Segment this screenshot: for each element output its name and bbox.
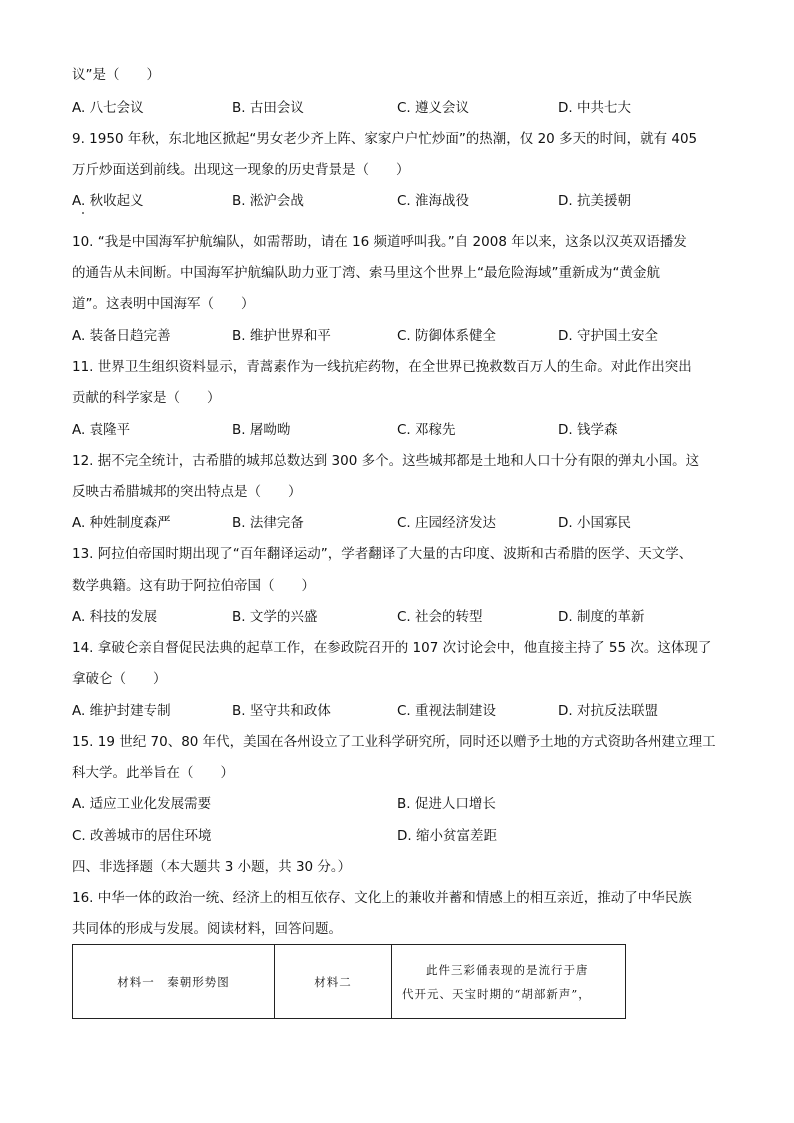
- q13-stem-line2: 数学典籍。这有助于阿拉伯帝国（ ）: [72, 578, 315, 594]
- q14-options: [72, 702, 712, 720]
- q11-stem-line1: 11. 世界卫生组织资料显示，青蒿素作为一线抗疟药物，在全世界已挽救数百万人的生命。对此作出突出: [72, 359, 692, 375]
- q12-stem-line1: 12. 据不完全统计，古希腊的城邦总数达到 300 多个。这些城邦都是土地和人口十分有限的弹丸小国。这: [72, 453, 700, 469]
- q10-option-c[interactable]: C. 防御体系健全: [397, 328, 497, 344]
- stray-dot: [82, 212, 84, 214]
- q8-options: [72, 99, 712, 117]
- q10-stem-line1: 10. “我是中国海军护航编队，如需帮助，请在 16 频道呼叫我。”自 2008 年以来，这条以汉英双语播发: [72, 234, 687, 250]
- q13-option-a[interactable]: A. 科技的发展: [72, 609, 158, 625]
- section-heading: 四、非选择题（本大题共 3 小题，共 30 分。）: [72, 859, 352, 875]
- q11-option-d[interactable]: D. 钱学森: [558, 422, 618, 438]
- q10-stem-line2: 的通告从未间断。中国海军护航编队助力亚丁湾、索马里这个世界上“最危险海域”重新成为“黄金航: [72, 265, 660, 281]
- q16-stem-line2: 共同体的形成与发展。阅读材料，回答问题。: [72, 921, 342, 937]
- q14-stem-line2: 拿破仑（ ）: [72, 671, 167, 687]
- q11-options: [72, 421, 712, 439]
- q15-stem-line1: 15. 19 世纪 70、80 年代，美国在各州设立了工业科学研究所，同时还以赠予土地的方式资助各州建立理工: [72, 734, 716, 750]
- q9-stem-line1: 9. 1950 年秋，东北地区掀起“男女老少齐上阵、家家户户忙炒面”的热潮，仅 20 多天的时间，就有 405: [72, 131, 698, 147]
- q8-option-d[interactable]: D. 中共七大: [558, 100, 631, 116]
- q14-option-b[interactable]: B. 坚守共和政体: [232, 703, 331, 719]
- q14-option-d[interactable]: D. 对抗反法联盟: [558, 703, 658, 719]
- material-table: [72, 944, 626, 1019]
- q12-option-c[interactable]: C. 庄园经济发达: [397, 515, 497, 531]
- material-one-cell: 材料一 秦朝形势图: [73, 945, 275, 1019]
- q9-option-b[interactable]: B. 淞沪会战: [232, 193, 304, 209]
- q10-stem-line3: 道”。这表明中国海军（ ）: [72, 296, 255, 312]
- q13-option-b[interactable]: B. 文学的兴盛: [232, 609, 318, 625]
- q13-options: [72, 608, 712, 626]
- q16-stem-line1: 16. 中华一体的政治一统、经济上的相互依存、文化上的兼收并蓄和情感上的相互亲近，推动了中华民族: [72, 890, 692, 906]
- q11-option-b[interactable]: B. 屠呦呦: [232, 422, 291, 438]
- q15-option-b[interactable]: B. 促进人口增长: [397, 796, 496, 812]
- q9-option-d[interactable]: D. 抗美援朝: [558, 193, 631, 209]
- q15-option-d[interactable]: D. 缩小贫富差距: [397, 828, 497, 844]
- q8-option-b[interactable]: B. 古田会议: [232, 100, 304, 116]
- material-table-row: [73, 945, 626, 1019]
- q14-stem-line1: 14. 拿破仑亲自督促民法典的起草工作，在参政院召开的 107 次讨论会中，他直接主持了 55 次。这体现了: [72, 640, 712, 656]
- q9-option-c[interactable]: C. 淮海战役: [397, 193, 470, 209]
- q9-stem-line2: 万斤炒面送到前线。出现这一现象的历史背景是（ ）: [72, 162, 410, 178]
- q11-stem-line2: 贡献的科学家是（ ）: [72, 390, 221, 406]
- q10-options: [72, 327, 712, 345]
- q15-options-row1: [72, 795, 712, 813]
- q11-option-c[interactable]: C. 邓稼先: [397, 422, 456, 438]
- q14-option-c[interactable]: C. 重视法制建设: [397, 703, 497, 719]
- q13-option-d[interactable]: D. 制度的革新: [558, 609, 645, 625]
- q15-option-a[interactable]: A. 适应工业化发展需要: [72, 796, 212, 812]
- q12-options: [72, 514, 712, 532]
- q10-option-b[interactable]: B. 维护世界和平: [232, 328, 331, 344]
- q11-option-a[interactable]: A. 袁隆平: [72, 422, 131, 438]
- material-two-text-cell: [392, 945, 626, 1019]
- q13-stem-line1: 13. 阿拉伯帝国时期出现了“百年翻译运动”，学者翻译了大量的古印度、波斯和古希腊的医学、天文学、: [72, 546, 693, 562]
- q12-option-a[interactable]: A. 种姓制度森严: [72, 515, 171, 531]
- q8-stem-tail: 议”是（ ）: [72, 67, 160, 83]
- q10-option-d[interactable]: D. 守护国土安全: [558, 328, 658, 344]
- q12-option-d[interactable]: D. 小国寡民: [558, 515, 631, 531]
- material-two-label-cell: 材料二: [275, 945, 392, 1019]
- q8-option-c[interactable]: C. 遵义会议: [397, 100, 470, 116]
- q8-option-a[interactable]: A. 八七会议: [72, 100, 144, 116]
- q15-stem-line2: 科大学。此举旨在（ ）: [72, 765, 234, 781]
- q9-options: [72, 192, 712, 210]
- q13-option-c[interactable]: C. 社会的转型: [397, 609, 483, 625]
- q12-option-b[interactable]: B. 法律完备: [232, 515, 304, 531]
- q15-options-row2: [72, 827, 712, 845]
- q12-stem-line2: 反映古希腊城邦的突出特点是（ ）: [72, 484, 302, 500]
- material-two-text-line2: 代开元、天宝时期的“胡部新声”，: [402, 986, 591, 1001]
- material-two-text-line1: 此件三彩俑表现的是流行于唐: [426, 962, 589, 977]
- q14-option-a[interactable]: A. 维护封建专制: [72, 703, 171, 719]
- q15-option-c[interactable]: C. 改善城市的居住环境: [72, 828, 212, 844]
- q10-option-a[interactable]: A. 装备日趋完善: [72, 328, 171, 344]
- q9-option-a[interactable]: A. 秋收起义: [72, 193, 144, 209]
